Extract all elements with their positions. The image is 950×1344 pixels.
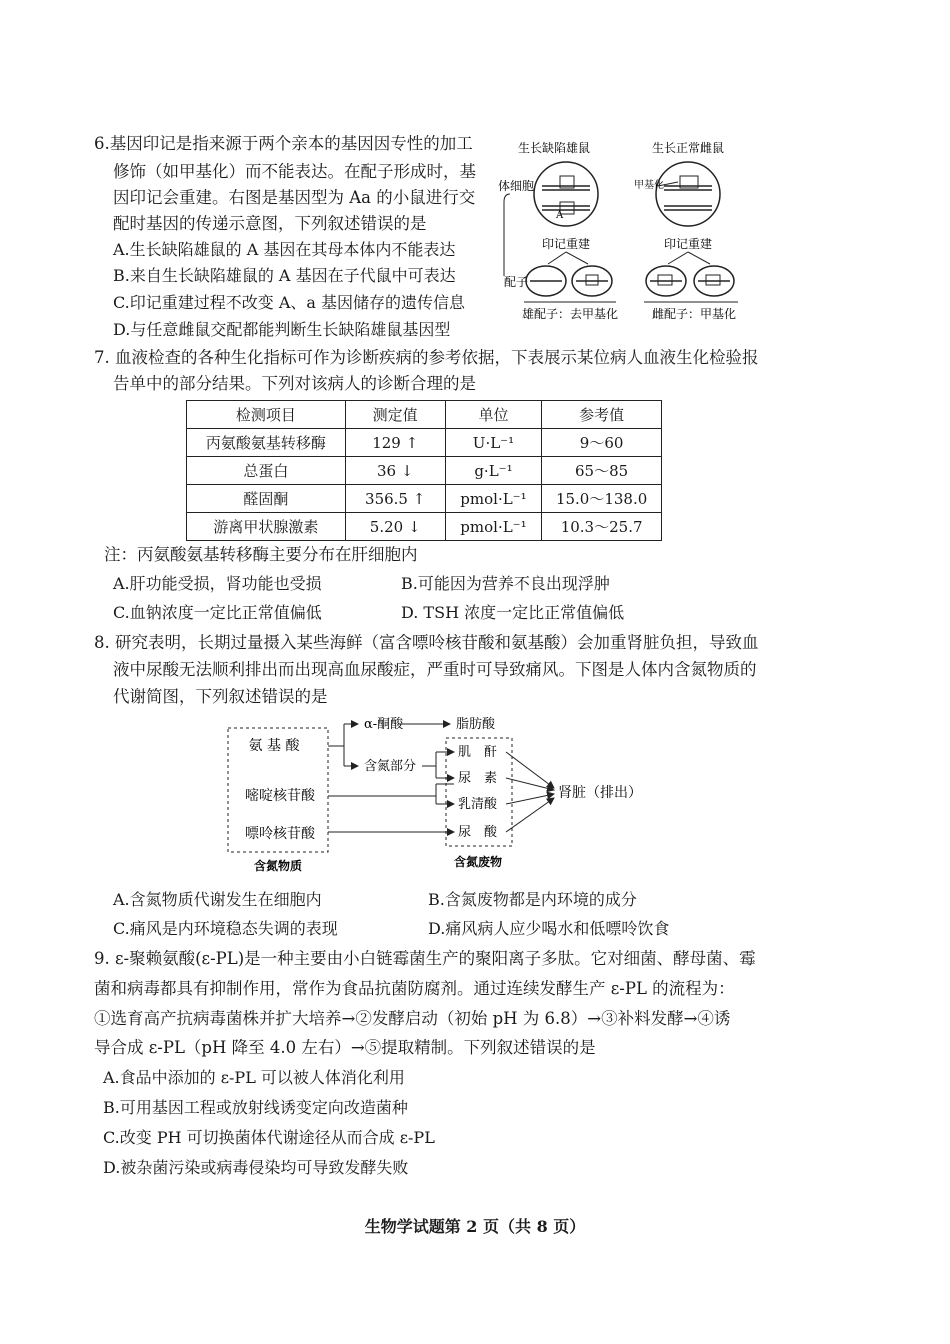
fig-female-gamete-caption: 雌配子：甲基化 — [651, 307, 737, 321]
fig-somatic-label: 体细胞 — [498, 179, 535, 193]
q8-metabolism-diagram — [222, 712, 642, 878]
q8-option-a: A.含氮物质代谢发生在细胞内 — [113, 890, 322, 909]
q9-option-d: D.被杂菌污染或病毒侵染均可导致发酵失败 — [103, 1158, 409, 1177]
q8-stem-line-2: 液中尿酸无法顺利排出而出现高血尿酸症，严重时可导致痛风。下图是人体内含氮物质的 — [113, 660, 757, 679]
table-cell: 129 ↑ — [345, 429, 445, 457]
table-header-cell: 检测项目 — [187, 401, 346, 429]
node-creatinine: 肌 酐 — [458, 745, 498, 760]
q8-stem-line-1: 8. 研究表明，长期过量摄入某些海鲜（富含嘌呤核苷酸和氨基酸）会加重肾脏负担，导致血 — [94, 633, 759, 652]
table-cell: 65～85 — [542, 457, 662, 485]
fig-rebuild-left: 印记重建 — [541, 237, 591, 251]
q7-note: 注：丙氨酸氨基转移酶主要分布在肝细胞内 — [104, 545, 418, 564]
q7-option-b: B.可能因为营养不良出现浮肿 — [401, 574, 610, 593]
table-cell: 15.0～138.0 — [542, 485, 662, 513]
node-kidney: 肾脏（排出） — [558, 785, 642, 801]
table-cell: 总蛋白 — [187, 457, 346, 485]
q7-stem-line-2: 告单中的部分结果。下列对该病人的诊断合理的是 — [113, 374, 476, 393]
node-fatty-acid: 脂肪酸 — [456, 717, 496, 732]
q9-option-a: A.食品中添加的 ε-PL 可以被人体消化利用 — [103, 1068, 405, 1087]
fig-allele-A-male: A — [556, 210, 564, 221]
q8-stem-line-3: 代谢简图，下列叙述错误的是 — [113, 687, 328, 706]
q9-stem-line-3: ①选育高产抗病毒菌株并扩大培养→②发酵启动（初始 pH 为 6.8）→③补料发酵→④诱 — [94, 1009, 731, 1028]
table-cell: pmol·L⁻¹ — [445, 485, 542, 513]
q6-option-d: D.与任意雌鼠交配都能判断生长缺陷雄鼠基因型 — [113, 320, 451, 339]
q9-option-b: B.可用基因工程或放射线诱变定向改造菌种 — [103, 1098, 408, 1117]
q9-stem-line-2: 菌和病毒都具有抑制作用，常作为食品抗菌防腐剂。通过连续发酵生产 ε-PL 的流程为： — [94, 979, 735, 998]
node-purine: 嘌呤核苷酸 — [245, 826, 315, 842]
table-header-cell: 测定值 — [345, 401, 445, 429]
table-header-row — [187, 401, 662, 429]
table-cell: U·L⁻¹ — [445, 429, 542, 457]
fig-male-title: 生长缺陷雄鼠 — [517, 141, 591, 155]
table-cell: 356.5 ↑ — [345, 485, 445, 513]
table-row — [187, 429, 662, 457]
node-amino-acid: 氨 基 酸 — [248, 738, 300, 754]
q6-stem-line-2: 修饰（如甲基化）而不能表达。在配子形成时，基 — [113, 162, 476, 181]
table-cell: 36 ↓ — [345, 457, 445, 485]
table-cell: 丙氨酸氨基转移酶 — [187, 429, 346, 457]
q7-option-c: C.血钠浓度一定比正常值偏低 — [113, 603, 322, 622]
node-uric: 尿 酸 — [458, 825, 498, 840]
node-pyrimidine: 嘧啶核苷酸 — [245, 788, 315, 804]
q6-option-b: B.来自生长缺陷雄鼠的 A 基因在子代鼠中可表达 — [113, 266, 456, 285]
q6-stem-line-4: 配时基因的传递示意图，下列叙述错误的是 — [113, 214, 427, 233]
table-cell: 9～60 — [542, 429, 662, 457]
table-cell: 10.3～25.7 — [542, 513, 662, 541]
q7-option-d: D. TSH 浓度一定比正常值偏低 — [401, 603, 625, 622]
q7-stem-line-1: 7. 血液检查的各种生化指标可作为诊断疾病的参考依据，下表展示某位病人血液生化检验报 — [94, 348, 759, 367]
q8-option-b: B.含氮废物都是内环境的成分 — [428, 890, 637, 909]
node-n-part: 含氮部分 — [364, 759, 417, 774]
fig-female-somatic-cell — [656, 162, 720, 226]
fig-methyl-label: 甲基化 — [634, 180, 664, 191]
q6-option-a: A.生长缺陷雄鼠的 A 基因在其母本体内不能表达 — [113, 240, 456, 259]
table-row — [187, 485, 662, 513]
table-cell: 游离甲状腺激素 — [187, 513, 346, 541]
fig-gamete-label: 配子 — [504, 275, 529, 289]
q9-option-c: C.改变 PH 可切换菌体代谢途径从而合成 ε-PL — [103, 1128, 435, 1147]
q6-stem-line-1: 6.基因印记是指来源于两个亲本的基因因专性的加工 — [94, 134, 473, 153]
fig-bracket-line — [504, 194, 510, 276]
table-cell: 5.20 ↓ — [345, 513, 445, 541]
table-cell: pmol·L⁻¹ — [445, 513, 542, 541]
q9-stem-line-4: 导合成 ε-PL（pH 降至 4.0 左右）→⑤提取精制。下列叙述错误的是 — [94, 1038, 596, 1057]
q9-stem-line-1: 9. ε-聚赖氨酸(ε-PL)是一种主要由小白链霉菌生产的聚阳离子多肽。它对细菌、酵母菌、霉 — [94, 949, 756, 968]
q6-option-c: C.印记重建过程不改变 A、a 基因储存的遗传信息 — [113, 293, 466, 312]
q8-option-c: C.痛风是内环境稳态失调的表现 — [113, 919, 338, 938]
node-lactic: 乳清酸 — [458, 797, 498, 812]
table-header-cell: 参考值 — [542, 401, 662, 429]
node-keto-acid: α-酮酸 — [364, 717, 404, 732]
node-urea: 尿 素 — [458, 771, 498, 786]
table-row — [187, 513, 662, 541]
q8-option-d: D.痛风病人应少喝水和低嘌呤饮食 — [428, 919, 670, 938]
right-caption: 含氮废物 — [453, 855, 503, 869]
q6-imprinting-figure — [498, 136, 768, 326]
table-cell: g·L⁻¹ — [445, 457, 542, 485]
fig-male-somatic-cell — [534, 162, 598, 226]
lab-results-table — [186, 400, 662, 541]
fig-male-gamete-caption: 雄配子：去甲基化 — [521, 307, 619, 321]
table-header-cell: 单位 — [445, 401, 542, 429]
q7-option-a: A.肝功能受损，肾功能也受损 — [113, 574, 322, 593]
left-caption: 含氮物质 — [253, 859, 303, 873]
table-row — [187, 457, 662, 485]
fig-rebuild-right: 印记重建 — [663, 237, 713, 251]
q6-stem-line-3: 因印记会重建。右图是基因型为 Aa 的小鼠进行交 — [113, 188, 476, 207]
table-cell: 醛固酮 — [187, 485, 346, 513]
page-footer: 生物学试题第 2 页（共 8 页） — [364, 1217, 586, 1236]
fig-female-title: 生长正常雌鼠 — [651, 141, 725, 155]
